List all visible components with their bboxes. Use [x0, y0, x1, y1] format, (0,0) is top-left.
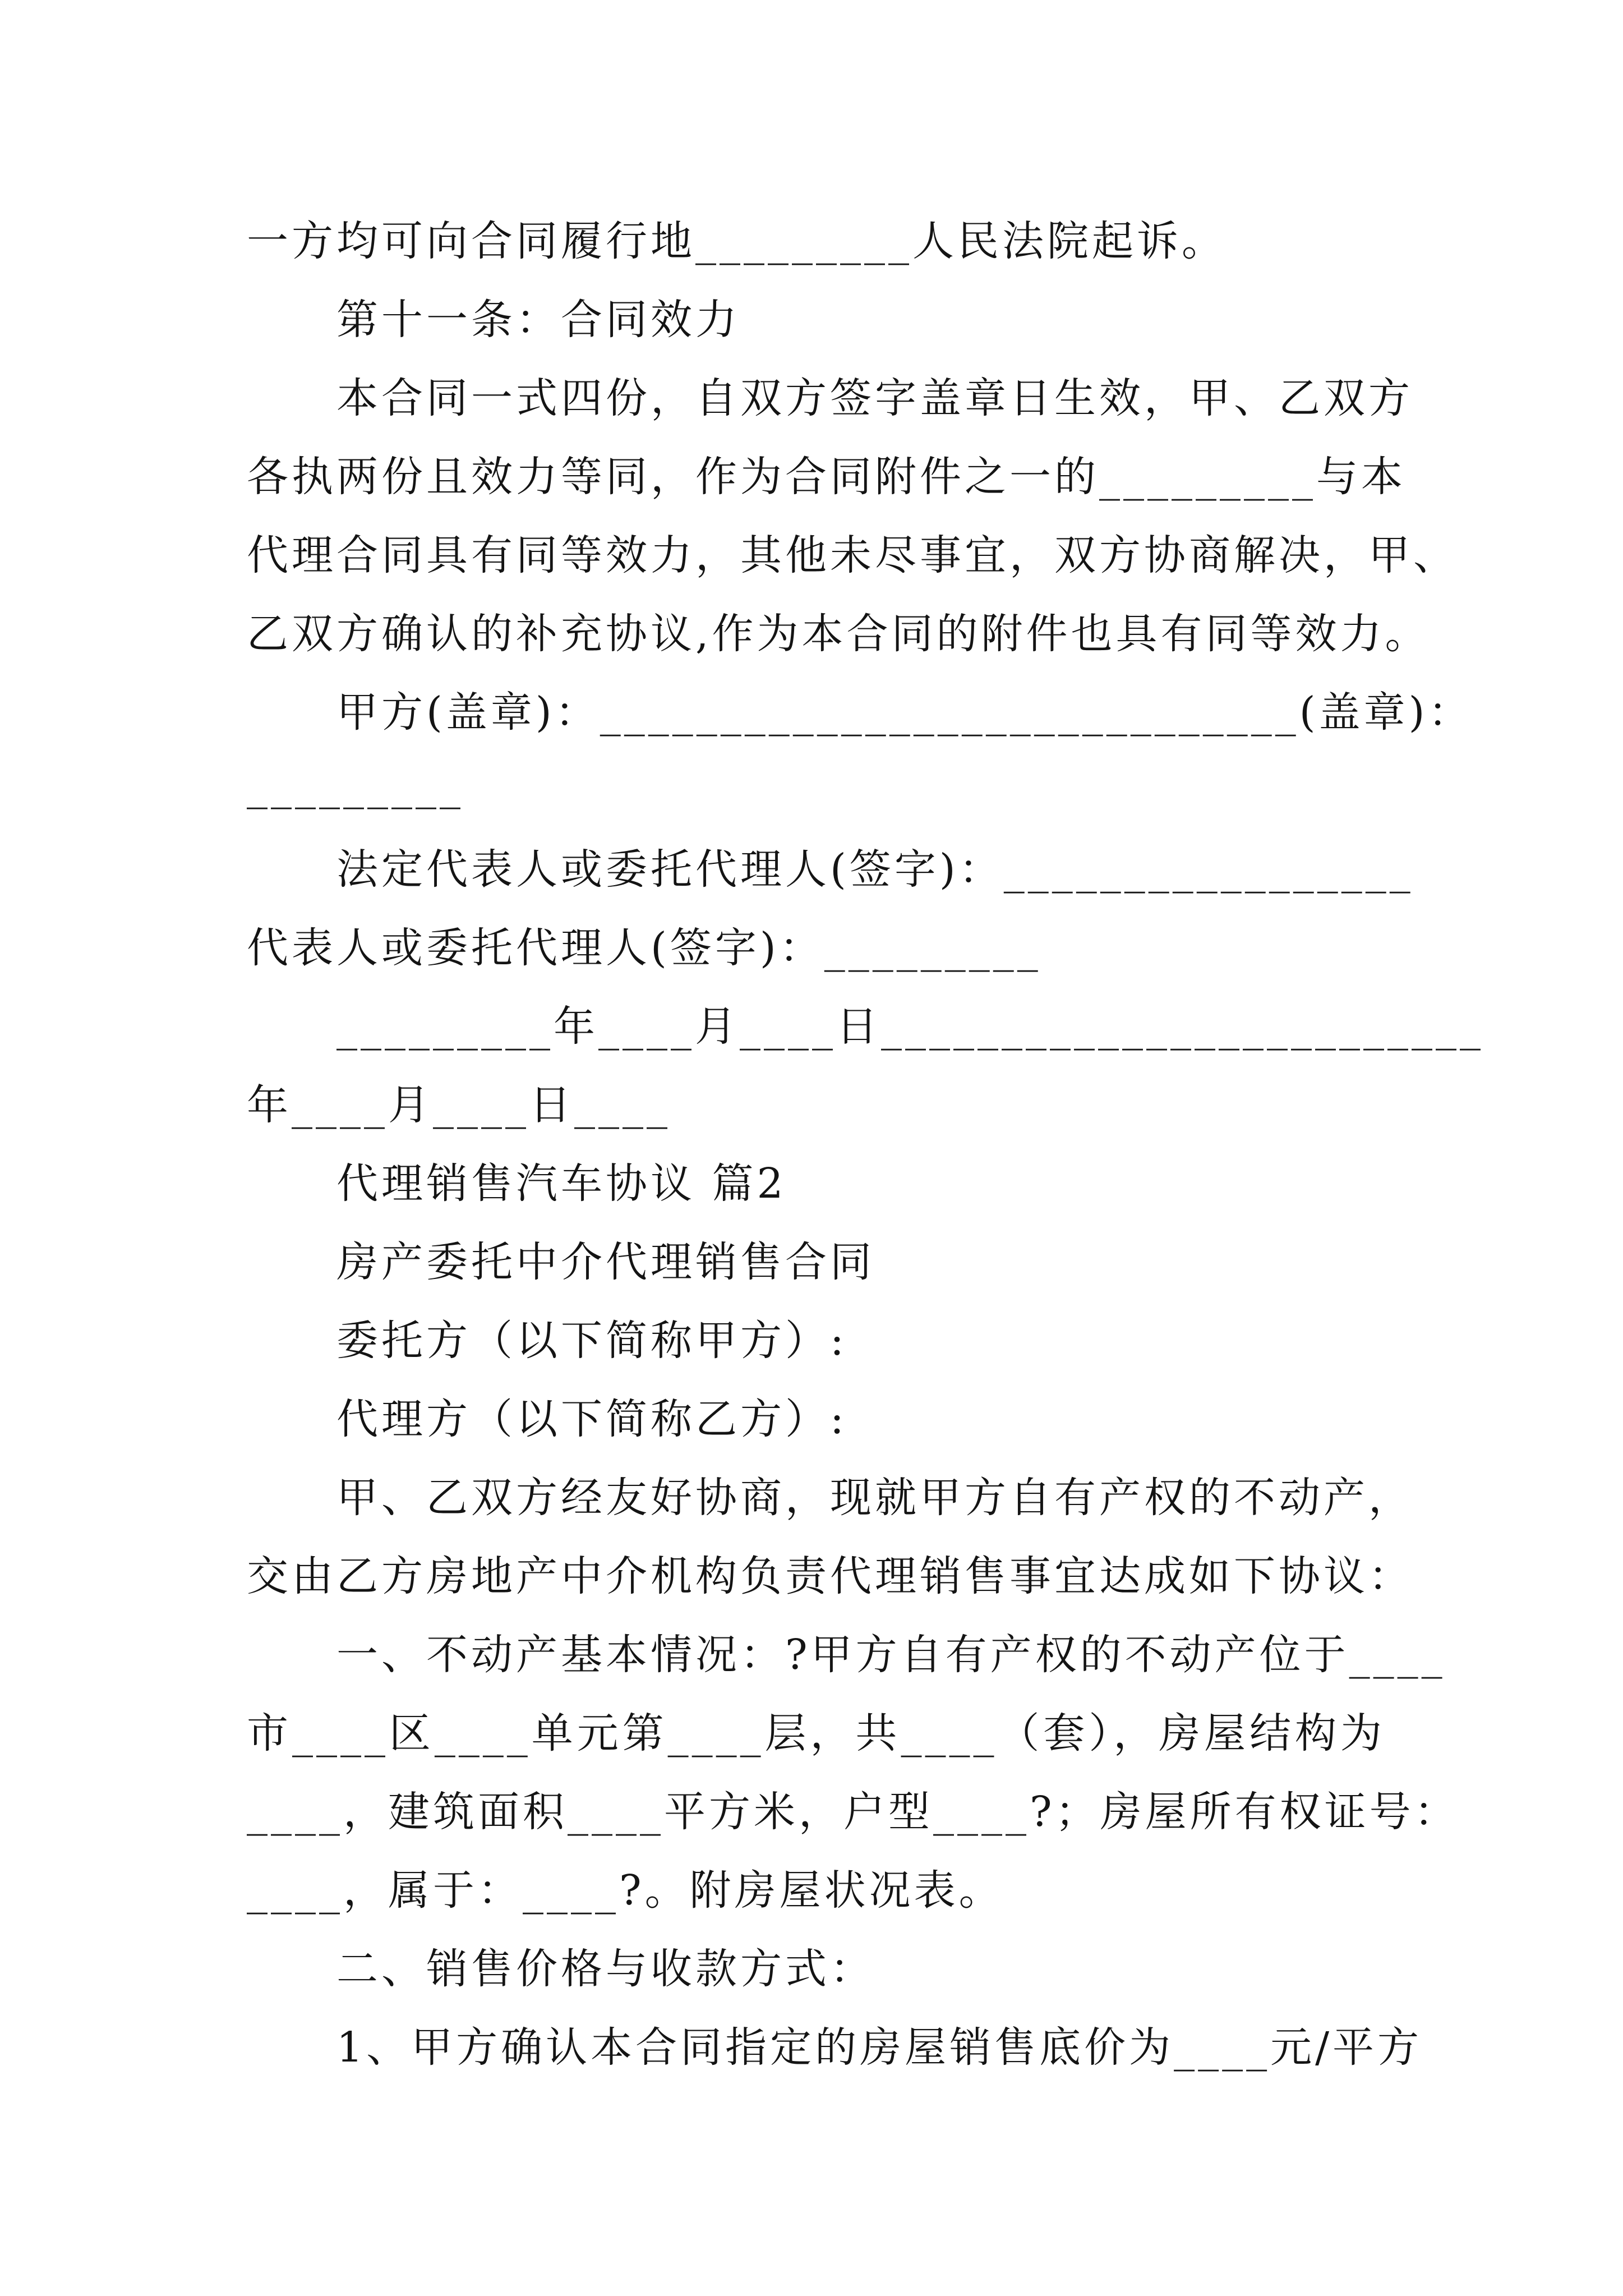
- contract-title: 房产委托中介代理销售合同: [336, 1238, 875, 1286]
- text-line: 乙双方确认的补充协议,作为本合同的附件也具有同等效力。: [247, 610, 1430, 658]
- text-line: 1、甲方确认本合同指定的房屋销售底价为____元/平方: [336, 2023, 1423, 2072]
- section-heading: 第十一条：合同效力: [336, 296, 740, 344]
- party-b-line: 代理方（以下简称乙方）:: [336, 1395, 847, 1443]
- party-a-line: 委托方（以下简称甲方）:: [336, 1317, 847, 1365]
- section-heading: 二、销售价格与收款方式：: [336, 1945, 875, 1993]
- text-line: 一方均可向合同履行地_________人民法院起诉。: [247, 217, 1227, 265]
- text-line: 甲、乙双方经友好协商，现就甲方自有产权的不动产，: [336, 1474, 1413, 1522]
- text-line: 本合同一式四份，自双方签字盖章日生效，甲、乙双方: [336, 374, 1413, 422]
- text-line: 一、不动产基本情况：?甲方自有产权的不动产位于____: [336, 1631, 1446, 1679]
- text-line: ____，属于：____?。附房屋状况表。: [247, 1866, 1004, 1915]
- text-line: 交由乙方房地产中介机构负责代理销售事宜达成如下协议：: [247, 1552, 1413, 1600]
- text-line: 代理合同具有同等效力，其他未尽事宜，双方协商解决，甲、: [247, 531, 1458, 579]
- representative-signature-line: 代表人或委托代理人(签字)：_________: [247, 924, 1041, 972]
- section-title: 代理销售汽车协议 篇2: [336, 1159, 787, 1208]
- date-line: _________年____月____日_________________________: [336, 1002, 1484, 1051]
- date-line: 年____月____日____: [247, 1081, 671, 1129]
- text-line: 各执两份且效力等同，作为合同附件之一的_________与本: [247, 453, 1406, 501]
- representative-signature-line: 法定代表人或委托代理人(签字)：_________________: [336, 845, 1414, 894]
- text-line: ____，建筑面积____平方米，户型____?；房屋所有权证号：: [247, 1788, 1459, 1836]
- signature-blank: _________: [247, 761, 464, 809]
- signature-line-party-a: 甲方(盖章)：_____________________________(盖章)：: [336, 688, 1473, 737]
- text-line: 市____区____单元第____层，共____（套），房屋结构为: [247, 1709, 1385, 1757]
